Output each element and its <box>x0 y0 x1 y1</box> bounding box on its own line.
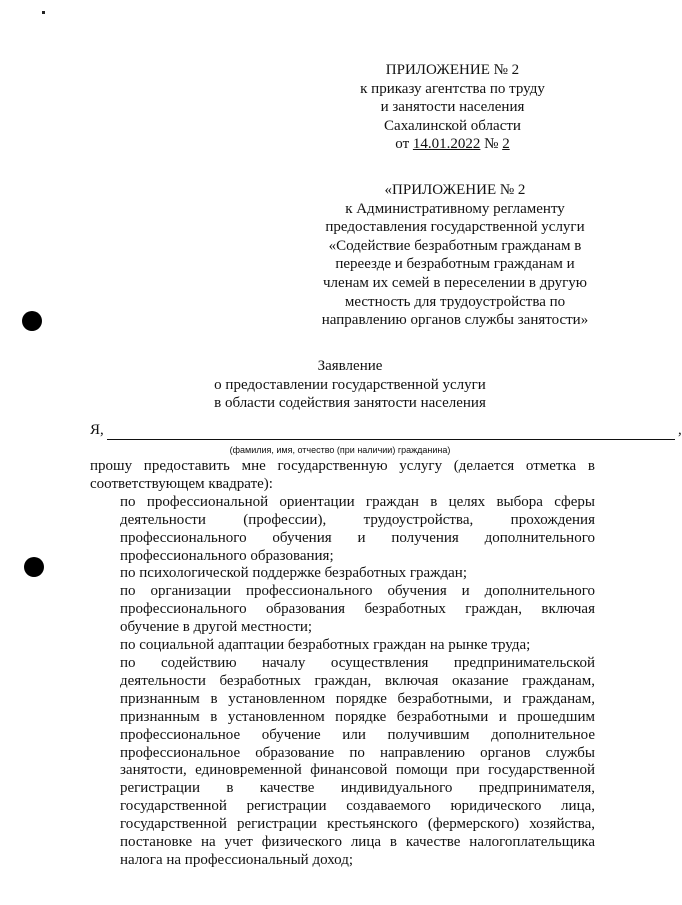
title-subheading: в области содействия занятости населения <box>214 395 486 411</box>
reglament-appendix-line: предоставления государственной услуги <box>325 219 585 236</box>
reglament-appendix-line: местность для трудоустройства по <box>344 293 566 310</box>
reglament-appendix-line: направлению органов службы занятости» <box>321 312 589 329</box>
request-option: по профессиональной ориентации граждан в целях выбора сферы деятельности (профессии), трудоустройства, прохождения профессионального обучения и получения дополнительного профессионального образования; <box>120 493 595 564</box>
reglament-appendix-title: «ПРИЛОЖЕНИЕ № 2 <box>384 182 526 198</box>
request-option: по психологической поддержке безработных граждан; <box>120 565 467 582</box>
applicant-name-field[interactable] <box>90 422 682 444</box>
request-option: по содействию началу осуществления предпринимательской деятельности безработных граждан, включая оказание гражданам, признанным в установленном порядке безработными, и гражданам, признанным в установленном порядке безработными и прошедшим профессиональное обучение или получившим дополнительное профессиональное образование по направлению органов службы занятости, единовременной финансовой помощи при государственной регистрации в качестве индивидуального предпринимателя, государственной регистрации создаваемого юридического лица, государственной регистрации крестьянского (фермерского) хозяйства, постановке на учет физического лица в качестве налогоплательщика налога на профессиональный доход; <box>120 654 595 868</box>
document-title <box>150 357 550 413</box>
reglament-appendix-header <box>310 181 600 330</box>
applicant-name-hint: (фамилия, имя, отчество (при наличии) гражданина) <box>229 445 451 455</box>
order-date: 14.01.2022 <box>412 136 481 152</box>
reglament-appendix-line: к Административному регламенту <box>345 200 565 217</box>
order-appendix-header <box>330 61 575 154</box>
punch-hole-top <box>22 311 42 331</box>
order-date-line <box>330 135 575 154</box>
order-appendix-line: и занятости населения <box>380 99 525 115</box>
request-body <box>90 458 595 870</box>
order-appendix-title: ПРИЛОЖЕНИЕ № 2 <box>385 62 520 78</box>
punch-hole-bottom <box>24 557 44 577</box>
order-number: 2 <box>502 136 510 152</box>
applicant-suffix: , <box>678 422 682 438</box>
order-appendix-line: к приказу агентства по труду <box>360 80 545 97</box>
order-number-prefix: № <box>480 136 503 152</box>
reglament-appendix-line: «Содействие безработным гражданам в <box>328 237 582 254</box>
request-option: по организации профессионального обучения и дополнительного профессионального образования безработных граждан, включая обучение в другой местности; <box>120 583 595 636</box>
applicant-prefix: Я, <box>90 422 104 438</box>
request-intro: прошу предоставить мне государственную услугу (делается отметка в соответствующем квадрате): <box>90 458 595 492</box>
applicant-name-line[interactable] <box>107 439 675 440</box>
title-subheading: о предоставлении государственной услуги <box>214 376 486 393</box>
reglament-appendix-line: членам их семей в переселении в другую <box>323 274 587 291</box>
scan-speck <box>42 11 45 14</box>
order-appendix-line: Сахалинской области <box>384 117 521 134</box>
reglament-appendix-line: переезде и безработным гражданам и <box>335 256 575 273</box>
title-heading: Заявление <box>317 358 383 374</box>
order-date-prefix: от <box>395 136 413 152</box>
request-option: по социальной адаптации безработных граждан на рынке труда; <box>120 637 531 654</box>
